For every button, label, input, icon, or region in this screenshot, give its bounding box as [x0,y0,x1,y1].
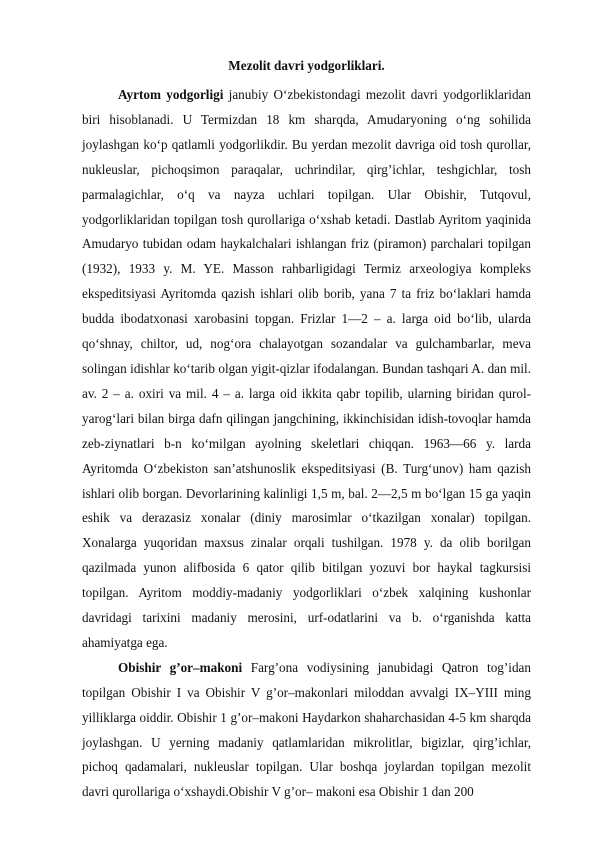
document-title: Mezolit davri yodgorliklari. [228,58,385,73]
paragraph-text: janubiy O‘zbekistondagi mezolit davri yodgorliklaridan biri hisoblanadi. U Termizdan 18 km sharqda, Amudaryoning o‘ng sohilida joylashgan ko‘p qatlamli yodgorlikdir. Bu yerdan mezolit davriga oid tosh qurollar, nukleuslar, pichoqsimon paraqalar, uchrindilar, qirg’ichlar, teshgichlar, tosh parmalagichlar, o‘q va nayza uchlari topilgan. Ular Obishir, Tutqovul, yodgorliklaridan topilgan tosh qurollariga o‘xshab ketadi. Dastlab Ayritom yaqinida Amudaryo tubidan odam haykalchalari ishlangan friz (piramon) parchalari topilgan (1932), 1933 y. M. YE. Masson rahbarligidagi Termiz arxeologiya kompleks ekspeditsiyasi Ayritomda qazish ishlari olib borib, yana 7 ta friz bo‘laklari hamda budda ibodatxonasi xarobasini topgan. Frizlar 1—2 – a. larga oid bo‘lib, ularda qo‘shnay, chiltor, ud, nog‘ora chalayotgan sozandalar va gulchambarlar, meva solingan idishlar ko‘tarib olgan yigit-qizlar ifodalangan. Bundan tashqari A. dan mil. av. 2 – a. oxiri va mil. 4 – a. larga oid ikkita qabr topilib, ularning biridan qurol-yarog‘lari bilan birga dafn qilingan jangchining, ikkinchisidan idish-tovoqlar hamda zeb-ziynatlari b-n ko‘milgan ayolning skeletlari chiqqan. 1963—66 y. larda Ayritomda O‘zbekiston san’atshunoslik ekspeditsiyasi (B. Turg‘unov) ham qazish ishlari olib borgan. Devorlarining kalinligi 1,5 m, bal. 2—2,5 m bo‘lgan 15 ga yaqin eshik va derazasiz xonalar (diniy marosimlar o‘tkazilgan xonalar) topilgan. Xonalarga yuqoridan maxsus zinalar orqali tushilgan. 1978 y. da olib borilgan qazilmada yunon alifbosida 6 qator qilib bitilgan yozuvi bor haykal tagkursisi topilgan. Ayritom moddiy-madaniy yodgorliklari o‘zbek xalqining kushonlar davridagi tarixini madaniy merosini, urf-odatlarini va b. o‘rganishda katta ahamiyatga ega. [82,87,531,650]
paragraph-term: Ayrtom yodgorligi [118,87,224,102]
document-page [82,57,531,805]
paragraph-term: Obishir g’or–makoni [118,659,243,675]
paragraph-obishir [82,656,531,805]
paragraph-ayrtom [82,83,531,656]
paragraph-text: Farg’ona vodiysining janubidagi Qatron tog’idan topilgan Obishir I va Obishir V g’or–makonlari miloddan avvalgi IX–YIII ming yilliklarga oiddir. Obishir 1 g’or–makoni Haydarkon shaharchasidan 4-5 km sharqda joylashgan. U yerning madaniy qatlamlaridan mikrolitlar, bigizlar, qirg’ichlar, pichoq qadamalari, nukleuslar topilgan. Ular boshqa joylardan topilgan mezolit davri qurollariga o‘xshaydi.Obishir V g’or– makoni esa Obishir 1 dan 200 [82,659,531,800]
